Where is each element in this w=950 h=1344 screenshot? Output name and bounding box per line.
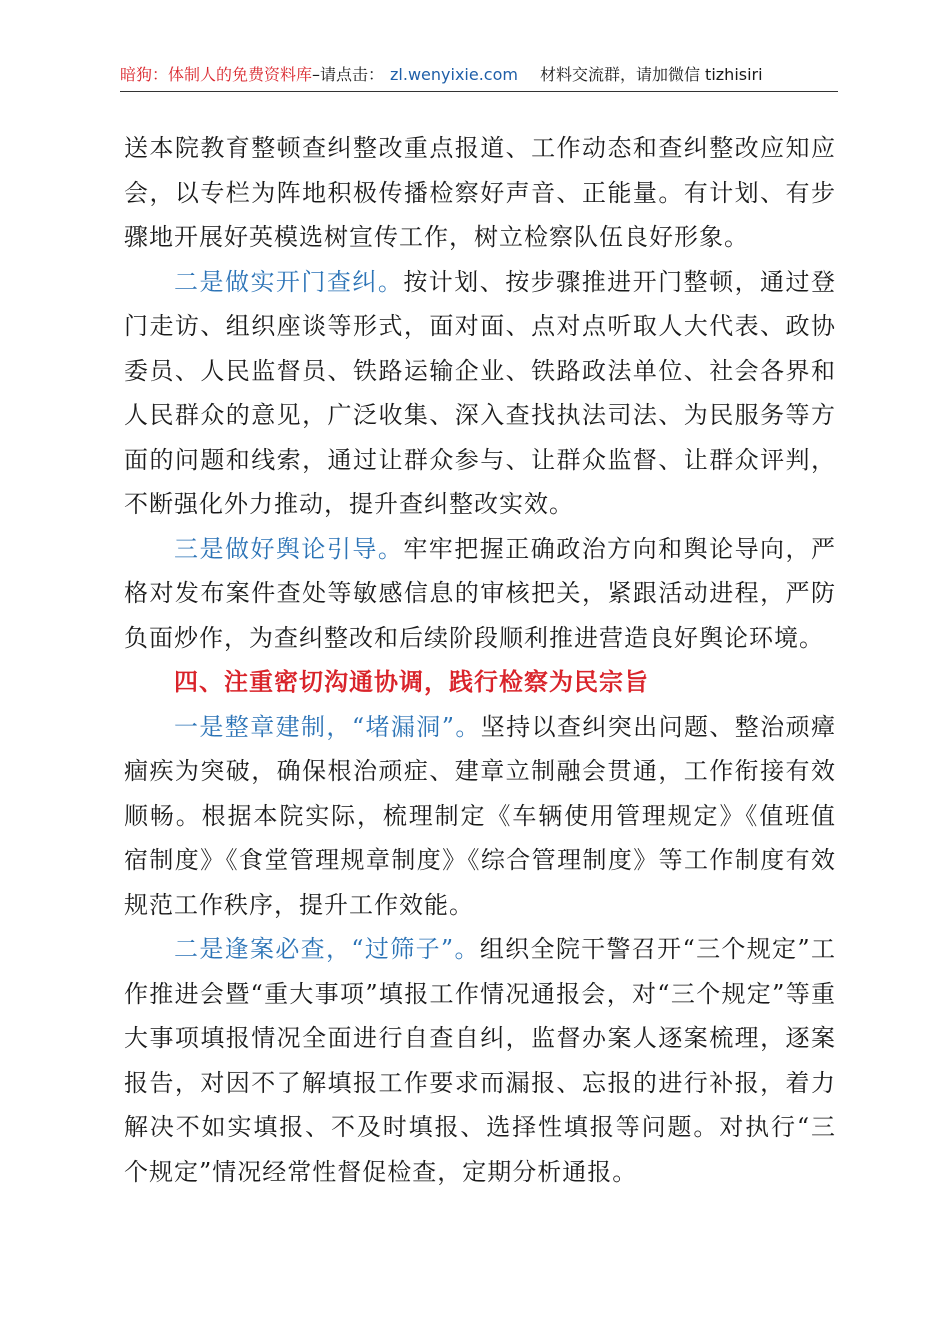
page-header	[120, 62, 838, 85]
paragraph-text: 坚持以查纠突出问题、整治顽瘴痼疾为突破，确保根治顽症、建章立制融会贯通，工作衔接有效顺畅。根据本院实际，梳理制定《车辆使用管理规定》《值班值宿制度》《食堂管理规章制度》《综合管理制度》等工作制度有效规范工作秩序，提升工作效能。	[124, 712, 836, 919]
paragraph-text: 按计划、按步骤推进开门整顿，通过登门走访、组织座谈等形式，面对面、点对点听取人大代表、政协委员、人民监督员、铁路运输企业、铁路政法单位、社会各界和人民群众的意见，广泛收集、深入查找执法司法、为民服务等方面的问题和线索，通过让群众参与、让群众监督、让群众评判，不断强化外力推动，提升查纠整改实效。	[124, 267, 837, 518]
paragraph-rules-system	[124, 705, 836, 928]
header-divider	[120, 91, 838, 92]
header-brand: 暗狗：体制人的免费资料库	[120, 65, 313, 84]
paragraph-public-opinion	[124, 527, 836, 661]
paragraph-lead: 三是做好舆论引导。	[174, 534, 404, 563]
document-body	[124, 126, 836, 1194]
paragraph-open-investigation	[124, 260, 836, 527]
paragraph-lead: 二是逢案必查，“过筛子”。	[174, 935, 480, 963]
section-heading-4: 四、注重密切沟通协调，践行检察为民宗旨	[174, 667, 649, 696]
paragraph-lead: 一是整章建制，“堵漏洞”。	[174, 712, 481, 741]
header-link[interactable]: zl.wenyixie.com	[390, 65, 518, 84]
header-wechat-note: 材料交流群，请加微信 tizhisiri	[539, 65, 763, 84]
header-click-prefix: –请点击：	[312, 65, 385, 84]
paragraph-continuation: 送本院教育整顿查纠整改重点报道、工作动态和查纠整改应知应会，以专栏为阵地积极传播检察好声音、正能量。有计划、有步骤地开展好英模选树宣传工作，树立检察队伍良好形象。	[124, 134, 836, 251]
paragraph-lead: 二是做实开门查纠。	[174, 267, 404, 296]
paragraph-text: 组织全院干警召开“三个规定”工作推进会暨“重大事项”填报工作情况通报会，对“三个规定”等重大事项填报情况全面进行自查自纠，监督办案人逐案梳理，逐案报告，对因不了解填报工作要求而漏报、忘报的进行补报，着力解决不如实填报、不及时填报、选择性填报等问题。对执行“三个规定”情况经常性督促检查，定期分析通报。	[124, 935, 836, 1186]
paragraph-case-check	[124, 927, 836, 1194]
paragraph-text: 牢牢把握正确政治方向和舆论导向，严格对发布案件查处等敏感信息的审核把关，紧跟活动进程，严防负面炒作，为查纠整改和后续阶段顺利推进营造良好舆论环境。	[124, 534, 837, 652]
